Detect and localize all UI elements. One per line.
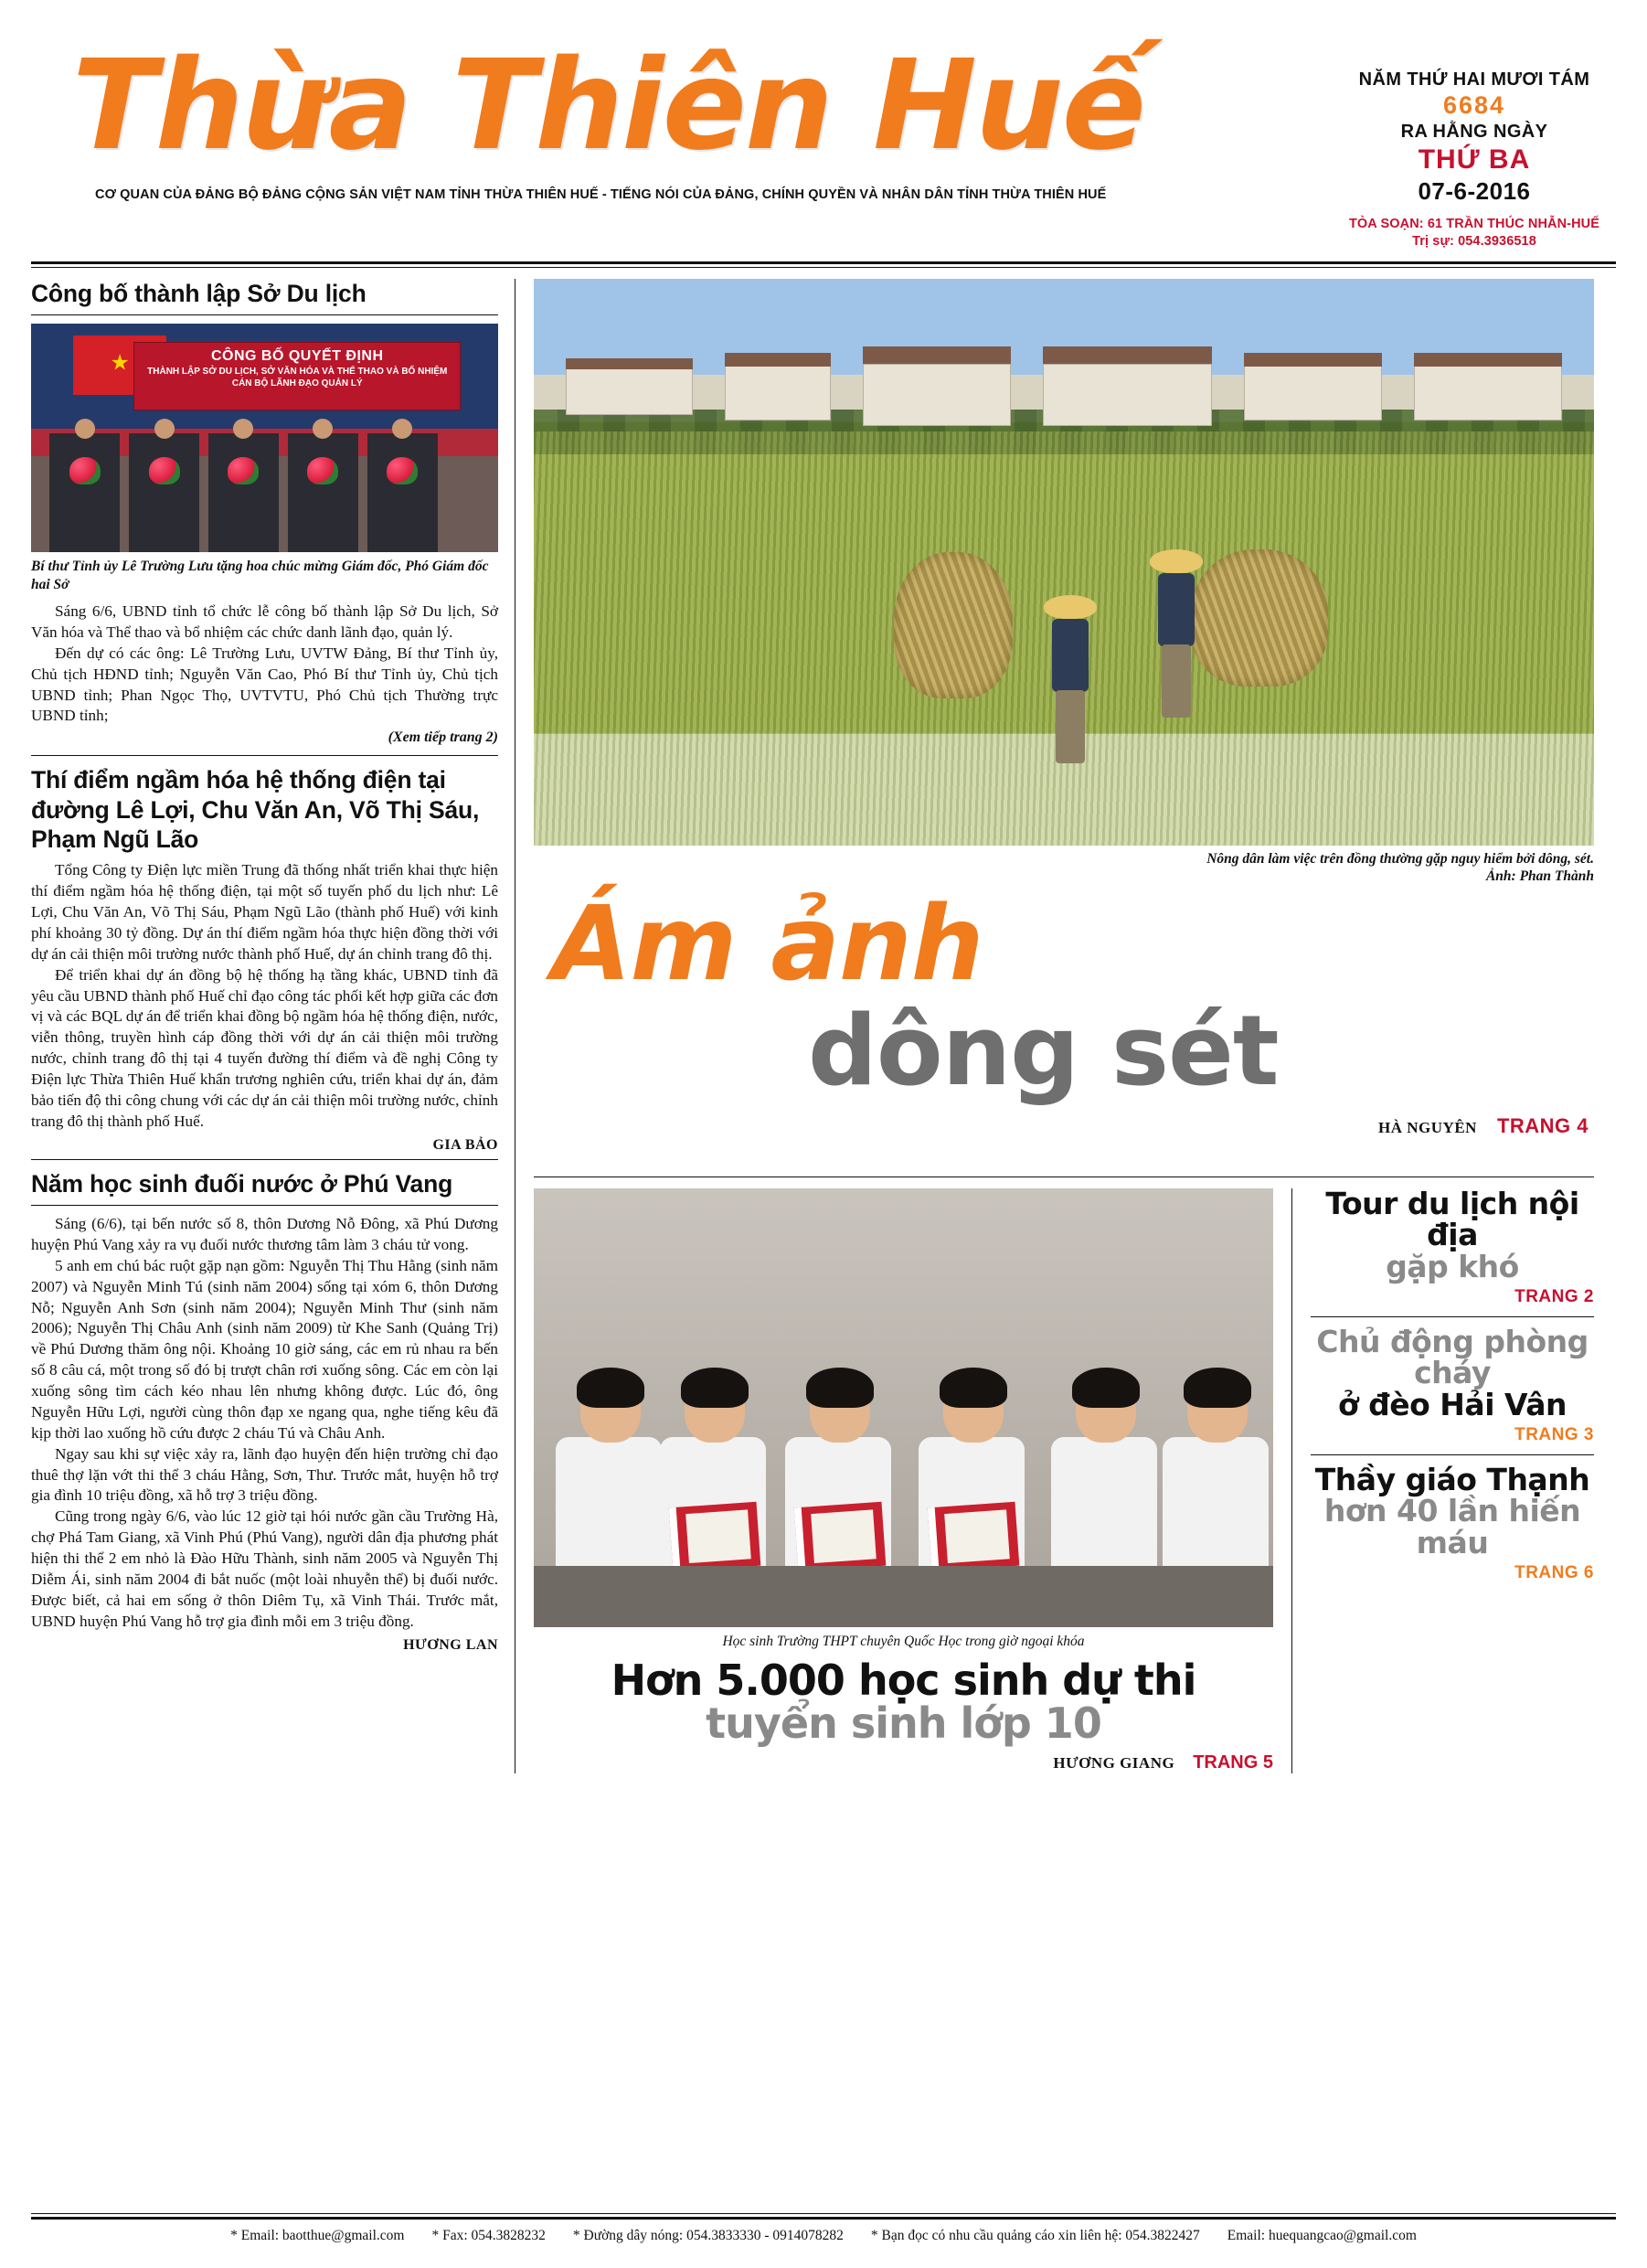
bottom-feature-caption: Học sinh Trường THPT chuyên Quốc Học trong giờ ngoại khóa: [722, 1633, 1085, 1649]
roof: [863, 346, 1011, 364]
footer-divider-thin: [31, 2213, 1616, 2214]
lead-byline: HÀ NGUYÊN: [1378, 1118, 1477, 1136]
student-head: [1076, 1375, 1136, 1443]
lead-title-line2[interactable]: dông sét: [808, 994, 1279, 1107]
student-figure: [1163, 1375, 1272, 1574]
teaser-line1[interactable]: Tour du lịch nội địa: [1325, 1185, 1579, 1253]
book: [668, 1502, 760, 1572]
bottom-feature-photo: [534, 1188, 1273, 1627]
publication-date: 07-6-2016: [1418, 177, 1531, 205]
roof: [725, 353, 831, 367]
rice-bundle: [1191, 549, 1328, 687]
footer-ads: * Bạn đọc có nhu cầu quảng cáo xin liên hệ: 054.3822427: [870, 2228, 1200, 2243]
house: [1414, 364, 1562, 421]
roof: [566, 358, 693, 369]
article1-continued[interactable]: (Xem tiếp trang 2): [388, 729, 498, 746]
article1-paragraph: Sáng 6/6, UBND tỉnh tổ chức lễ công bố thành lập Sở Du lịch, Sở Văn hóa và Thể thao và bổ nhiệm các chức danh lãnh đạo, quản lý.: [31, 602, 498, 641]
student-head: [580, 1375, 641, 1443]
student-figure: [660, 1375, 770, 1574]
student-hair: [940, 1368, 1007, 1408]
bottom-feature-page-ref[interactable]: TRANG 5: [1193, 1752, 1273, 1773]
teaser-page-ref[interactable]: TRANG 6: [1514, 1562, 1594, 1582]
article2-headline[interactable]: Thí điểm ngầm hóa hệ thống điện tại đường Lê Lợi, Chu Văn An, Võ Thị Sáu, Phạm Ngũ Lão: [31, 766, 480, 853]
article3-paragraph: 5 anh em chú bác ruột gặp nạn gồm: Nguyễn Thị Thu Hằng (sinh năm 2007) và Nguyễn Minh Tú (sinh năm 2004) sống tại xóm 6, thôn Dương Nỗ; Nguyễn Anh Sơn (sinh năm 2004); Nguyễn Minh Thư (sinh năm 2006); Nguyễn Thị Châu Anh (sinh năm 2009) từ Khe Sanh (Quảng Trị) về Phú Dương thăm ông nội. Khoảng 10 giờ sáng, các em rủ nhau ra bến số 8 câu cá, một trong số đó bị trượt chân rơi xuống sông. Các em còn lại xuống sông tìm cách kéo nhau lên nhưng không được. Lúc đó, ông Nguyễn Hữu Lợi, người cùng thôn đạp xe ngang qua, nghe tiếng kêu đã kịp thời lao xuống hồ cứu được 2 cháu Tú và Châu Anh.: [31, 1256, 498, 1442]
house: [1244, 364, 1382, 421]
article-cong-bo-thanh-lap-so-du-lich[interactable]: [31, 279, 498, 746]
farmer-legs: [1056, 690, 1085, 763]
masthead: [31, 26, 1616, 249]
student-head: [685, 1375, 745, 1443]
footer-contacts: [31, 2220, 1616, 2244]
banner-subtitle: THÀNH LẬP SỞ DU LỊCH, SỞ VĂN HÓA VÀ THỂ THAO VÀ BỔ NHIỆM CÁN BỘ LÃNH ĐẠO QUẢN LÝ: [147, 367, 448, 389]
article3-rule: [31, 1205, 498, 1206]
article2-paragraph: Tổng Công ty Điện lực miền Trung đã thống nhất triển khai thực hiện thí điểm ngầm hóa hệ thống điện, tại một số tuyến phố du lịch như: Lê Lợi, Chu Văn An, Võ Thị Sáu, Phạm Ngũ Lão (thành phố Huế) với kinh phí khoảng 30 tỷ đồng. Dự án thí điểm ngầm hóa thực hiện đồng thời với dự án cải thiện môi trường nước thành phố Huế, dự án chỉnh trang đô thị.: [31, 861, 498, 963]
photo-person: [367, 433, 438, 552]
bottom-feature-headline-line1[interactable]: Hơn 5.000 học sinh dự thi: [611, 1656, 1196, 1706]
house: [1043, 364, 1213, 426]
student-figure: [785, 1375, 895, 1574]
article2-paragraph: Để triển khai dự án đồng bộ hệ thống hạ tầng khác, UBND tỉnh đã yêu cầu UBND thành phố Huế chỉ đạo công tác phối kết hợp giữa các đơn vị và các BQL dự án để triển khai đồng bộ ngầm hóa hệ thống điện, nước, viễn thông, truyền hình cáp đồng thời với dự án cải thiện môi trường nước, chỉnh trang đô thị tại 4 tuyến đường thí điểm và đề nghị Công ty Điện lực Thừa Thiên Huế khẩn trương nghiên cứu, triển khai dự án, đảm bảo tiến độ thi công chung với các dự án cải thiện môi trường nước, chỉnh trang đô thị thành phố Huế.: [31, 965, 498, 1130]
year-line: NĂM THỨ HAI MƯƠI TÁM: [1358, 69, 1590, 90]
article3-paragraph: Ngay sau khi sự việc xảy ra, lãnh đạo huyện đến hiện trường chỉ đạo thuê thợ lặn vớt thi thể 3 cháu Hằng, Sơn, Thư. Trước mắt, huyện hỗ trợ gia đình 10 triệu đồng, xã hỗ trợ 3 triệu đồng.: [31, 1444, 498, 1505]
bottom-section: [534, 1177, 1594, 1773]
article1-headline[interactable]: Công bố thành lập Sở Du lịch: [31, 280, 367, 307]
farmer-legs: [1162, 644, 1191, 718]
book: [927, 1502, 1019, 1572]
article-nam-hoc-sinh-duoi-nuoc[interactable]: [31, 1169, 498, 1654]
masthead-info: [1333, 46, 1616, 249]
newspaper-title: Thừa Thiên Huế: [72, 34, 1145, 178]
article3-signature: HƯƠNG LAN: [403, 1636, 498, 1653]
frequency-line: RA HẰNG NGÀY: [1400, 122, 1548, 142]
student-head: [1187, 1375, 1248, 1443]
student-hair: [806, 1368, 874, 1408]
student-figure: [919, 1375, 1028, 1574]
student-shirt: [556, 1437, 662, 1574]
ceremony-banner: [133, 342, 461, 410]
footer-email[interactable]: * Email: baotthue@gmail.com: [230, 2228, 405, 2243]
teaser-line2[interactable]: hơn 40 lần hiến máu: [1323, 1493, 1581, 1560]
teaser-page-ref[interactable]: TRANG 2: [1514, 1286, 1594, 1306]
lead-title-block[interactable]: [534, 884, 1594, 1167]
article1-photo-caption: Bí thư Tỉnh ủy Lê Trường Lưu tặng hoa chúc mừng Giám đốc, Phó Giám đốc hai Sở: [31, 559, 489, 592]
main-content: [31, 279, 1616, 1773]
teaser-page-ref[interactable]: TRANG 3: [1514, 1424, 1594, 1444]
bottom-feature-byline: HƯƠNG GIANG: [1053, 1753, 1175, 1772]
student-hair: [1184, 1368, 1251, 1408]
farmer-figure: [1149, 549, 1204, 732]
house: [725, 364, 831, 421]
teaser-tour-du-lich[interactable]: [1311, 1185, 1594, 1307]
article3-paragraph: Cũng trong ngày 6/6, vào lúc 12 giờ tại hói nước gần cầu Trường Hà, chợ Phá Tam Giang, xã Vinh Phú (Phú Vang), người dân địa phương phát hiện thi thể 2 em nhỏ là Đào Hữu Thành, sinh năm 2005 và Nguyễn Thị Diễm Ái, sinh năm 2004 đi bắt nuốc (một loài nhuyễn thể) bị đuối nước. Được biết, cả hai em sống ở thôn Diêm Tụ, xã Vinh Thái. Trước mắt, UBND huyện Phú Vang hỗ trợ gia đình mỗi em 3 triệu đồng.: [31, 1507, 498, 1630]
office-phone: Trị sự: 054.3936518: [1412, 234, 1536, 249]
issue-number: 6684: [1442, 91, 1506, 119]
classroom-desk: [534, 1566, 1273, 1627]
lead-page-ref[interactable]: TRANG 4: [1496, 1113, 1589, 1137]
lead-photo-caption: Nông dân làm việc trên đồng thường gặp nguy hiểm bởi dông, sét.: [1206, 851, 1594, 867]
student-head: [943, 1375, 1004, 1443]
roof: [1043, 346, 1213, 364]
photo-person: [129, 433, 199, 552]
student-shirt: [1163, 1437, 1269, 1574]
teaser-divider: [1311, 1316, 1594, 1317]
photo-person: [288, 433, 358, 552]
masthead-divider: [31, 261, 1616, 264]
article1-photo: [31, 324, 498, 552]
house: [566, 364, 693, 415]
article2-signature: GIA BẢO: [432, 1136, 498, 1153]
article1-rule: [31, 314, 498, 315]
bottom-feature[interactable]: [534, 1188, 1292, 1773]
left-column: [31, 279, 515, 1773]
lead-photo-credit: Ảnh: Phan Thành: [1485, 868, 1594, 885]
teaser-line2[interactable]: gặp khó: [1386, 1249, 1519, 1285]
article-divider: [31, 1159, 498, 1160]
house: [863, 364, 1011, 426]
newspaper-subtitle: CƠ QUAN CỦA ĐẢNG BỘ ĐẢNG CỘNG SẢN VIỆT NAM TỈNH THỪA THIÊN HUẾ - TIẾNG NÓI CỦA ĐẢNG, CHÍNH QUYỀN VÀ NHÂN DÂN TỈNH THỪA THIÊN HUẾ: [95, 187, 1107, 203]
bottom-feature-headline-line2[interactable]: tuyển sinh lớp 10: [706, 1698, 1101, 1749]
farmer-figure: [1043, 595, 1098, 778]
teaser-divider: [1311, 1454, 1594, 1455]
banner-title: CÔNG BỐ QUYẾT ĐỊNH: [210, 348, 384, 365]
teaser-phong-chay[interactable]: [1311, 1323, 1594, 1445]
conical-hat: [1150, 549, 1203, 573]
teaser-line1[interactable]: Chủ động phòng cháy: [1316, 1323, 1589, 1391]
teaser-line1[interactable]: Thầy giáo Thạnh: [1314, 1461, 1590, 1497]
article3-paragraph: Sáng (6/6), tại bến nước số 8, thôn Dương Nỗ Đông, xã Phú Dương huyện Phú Vang xảy ra vụ đuối nước thương tâm làm 3 cháu tử vong.: [31, 1215, 498, 1253]
right-column: [515, 279, 1594, 1773]
student-figure: [1051, 1375, 1161, 1574]
office-address: TÒA SOẠN: 61 TRẦN THÚC NHẪN-HUẾ: [1348, 217, 1600, 231]
student-hair: [1072, 1368, 1140, 1408]
student-head: [810, 1375, 870, 1443]
lead-photo: [534, 279, 1594, 846]
article3-headline[interactable]: Năm học sinh đuối nước ở Phú Vang: [31, 1169, 453, 1198]
footer-fax: * Fax: 054.3828232: [431, 2228, 546, 2243]
bottom-feature-signature-row: [534, 1752, 1273, 1773]
footer-ads-email[interactable]: Email: huequangcao@gmail.com: [1227, 2228, 1417, 2243]
student-hair: [577, 1368, 644, 1408]
teaser-line2[interactable]: ở đèo Hải Vân: [1337, 1386, 1567, 1422]
footer-hotline: * Đường dây nóng: 054.3833330 - 0914078282: [572, 2228, 844, 2243]
roof: [1414, 353, 1562, 367]
photo-person: [49, 433, 120, 552]
student-figure: [556, 1375, 665, 1574]
weekday-label: THỨ BA: [1418, 144, 1531, 175]
student-shirt: [1051, 1437, 1157, 1574]
book: [794, 1502, 887, 1572]
article-divider: [31, 755, 498, 756]
masthead-divider-thin: [31, 267, 1616, 268]
farmer-torso: [1052, 619, 1089, 692]
teaser-column: [1292, 1185, 1594, 1773]
conical-hat: [1044, 595, 1097, 619]
lead-byline-row: [534, 1114, 1594, 1138]
student-hair: [681, 1368, 749, 1408]
photo-person: [208, 433, 279, 552]
roof: [1244, 353, 1382, 367]
rice-bundle: [894, 552, 1013, 698]
teaser-thay-giao-thanh[interactable]: [1311, 1461, 1594, 1583]
farmer-torso: [1158, 573, 1195, 646]
article1-paragraph: Đến dự có các ông: Lê Trường Lưu, UVTW Đảng, Bí thư Tỉnh ủy, Chủ tịch HĐND tỉnh; Nguyễn Văn Cao, Phó Bí thư Tỉnh ủy, Chủ tịch UBND tỉnh; Phan Ngọc Thọ, UVTVTU, Phó Chủ tịch Thường trực UBND tỉnh;: [31, 644, 498, 725]
article-thi-diem-ngam-hoa[interactable]: [31, 765, 498, 1153]
lead-title-line1[interactable]: Ám ảnh: [552, 884, 983, 1004]
masthead-left: [31, 34, 1333, 203]
footer-area: [31, 2213, 1616, 2244]
